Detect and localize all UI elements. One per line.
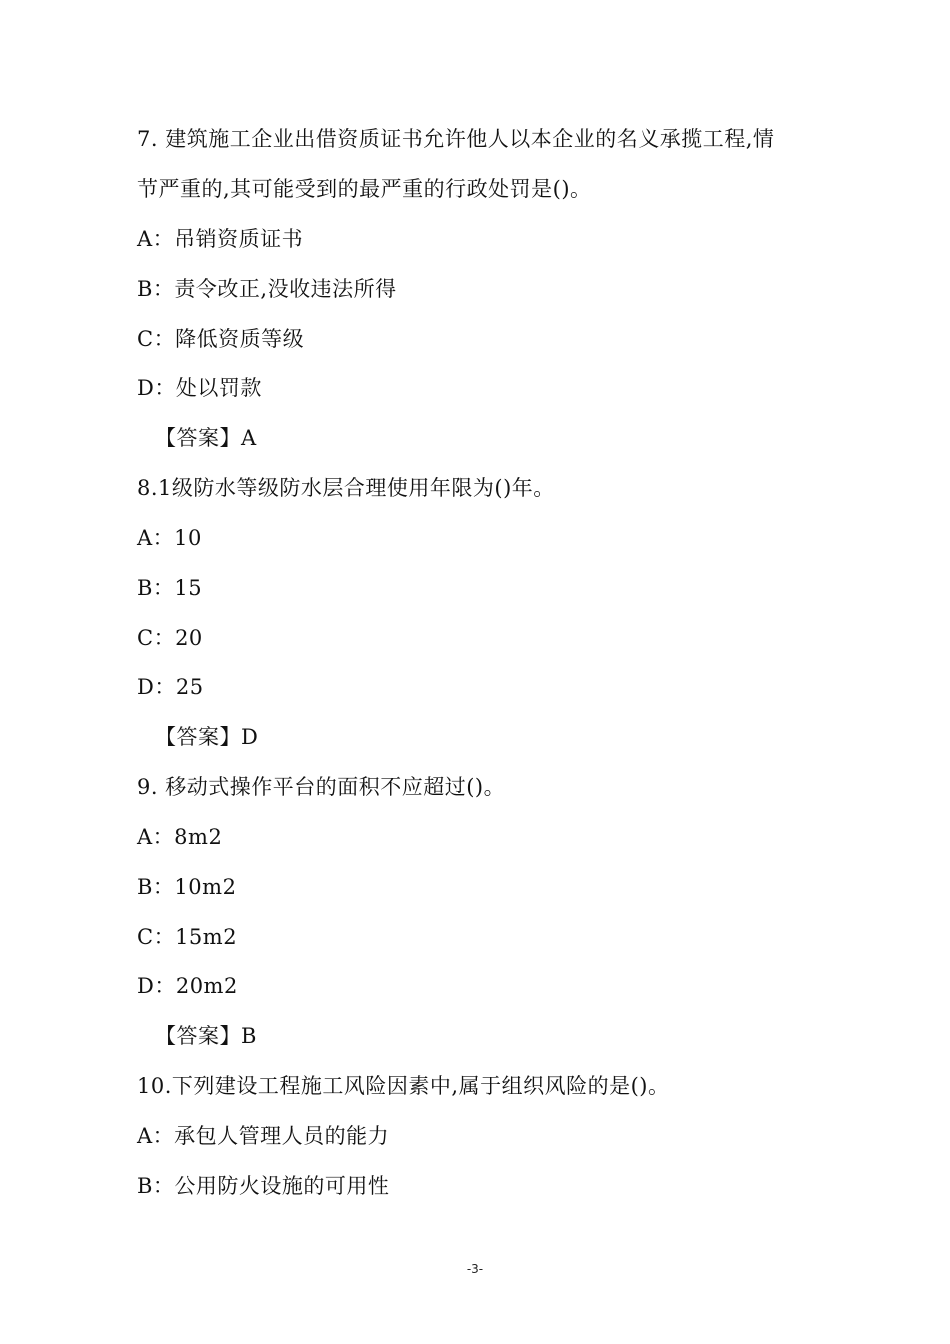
question-9-answer: 【答案】B <box>155 1024 257 1048</box>
question-7-option-d: D：处以罚款 <box>137 376 262 400</box>
question-8-answer: 【答案】D <box>155 725 259 749</box>
question-7-stem-line-1: 7. 建筑施工企业出借资质证书允许他人以本企业的名义承揽工程,情 <box>137 127 775 151</box>
question-8-stem: 8.1级防水等级防水层合理使用年限为()年。 <box>137 476 555 500</box>
page-number: -3- <box>466 1262 484 1276</box>
question-7-option-b: B：责令改正,没收违法所得 <box>137 277 397 301</box>
question-9-option-d: D：20m2 <box>137 974 238 998</box>
question-9-option-c: C：15m2 <box>137 925 238 949</box>
question-10-stem: 10.下列建设工程施工风险因素中,属于组织风险的是()。 <box>137 1074 670 1098</box>
question-9-stem: 9. 移动式操作平台的面积不应超过()。 <box>137 775 506 799</box>
question-8-option-d: D：25 <box>137 675 204 699</box>
question-10-option-b: B：公用防火设施的可用性 <box>137 1174 390 1198</box>
question-9-option-b: B：10m2 <box>137 875 237 899</box>
question-7-stem-line-2: 节严重的,其可能受到的最严重的行政处罚是()。 <box>137 177 592 201</box>
question-8-option-a: A：10 <box>137 526 202 550</box>
question-9-option-a: A：8m2 <box>137 825 223 849</box>
question-8-option-c: C：20 <box>137 626 203 650</box>
question-10-option-a: A：承包人管理人员的能力 <box>137 1124 390 1148</box>
question-8-option-b: B：15 <box>137 576 203 600</box>
question-7-option-c: C：降低资质等级 <box>137 327 305 351</box>
question-7-option-a: A：吊销资质证书 <box>137 227 304 251</box>
question-7-answer: 【答案】A <box>155 426 257 450</box>
